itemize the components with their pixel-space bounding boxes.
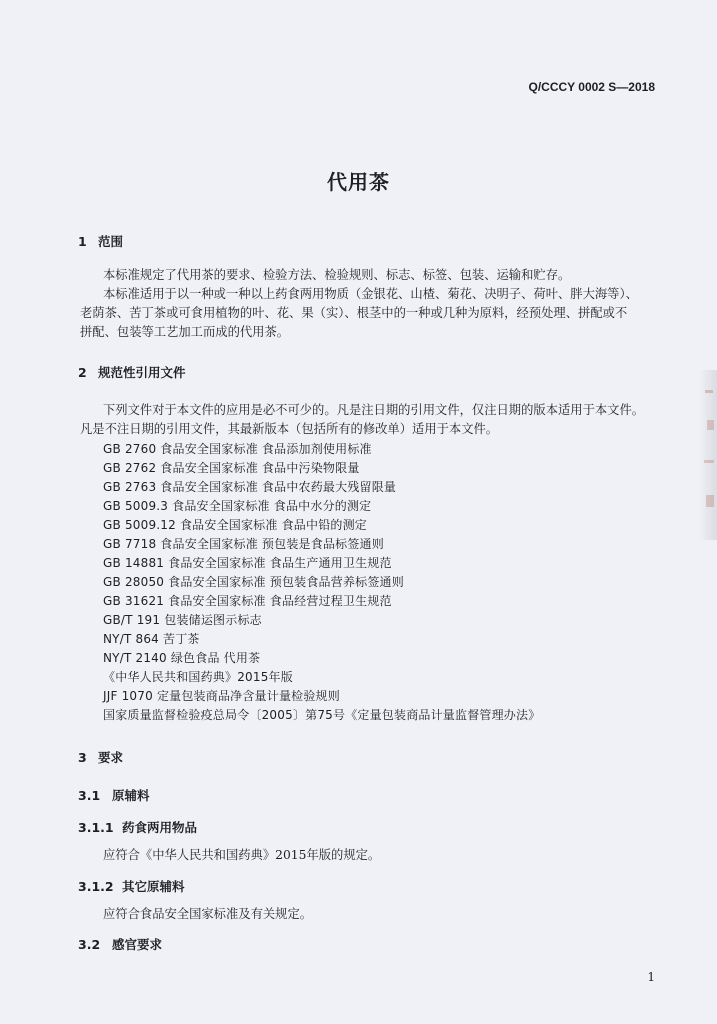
reference-item: JJF 1070 定量包装商品净含量计量检验规则 [103,689,340,703]
section-label: 要求 [98,750,124,765]
scope-paragraph-2-line-2: 老荫茶、苦丁茶或可食用植物的叶、花、果（实）、根茎中的一种或几种为原料，经预处理、拼配或不 [80,306,628,320]
section-number: 3.1.1 [78,820,114,835]
refs-intro-line-1: 下列文件对于本文件的应用是必不可少的。凡是注日期的引用文件，仅注日期的版本适用于本文件。 [103,403,645,417]
section-number: 3 [78,750,87,765]
reference-item: GB 14881 食品安全国家标准 食品生产通用卫生规范 [103,556,392,570]
section-label: 其它原辅料 [122,879,185,894]
section-3-1-heading [78,786,150,804]
seal-bleed-mark [701,380,717,530]
section-3-1-2-heading [78,877,185,895]
reference-item: GB 28050 食品安全国家标准 预包装食品营养标签通则 [103,575,404,589]
reference-item: GB 5009.3 食品安全国家标准 食品中水分的测定 [103,499,372,513]
section-number: 2 [78,365,87,380]
section-1-heading [78,232,123,250]
section-label: 感官要求 [112,937,163,952]
reference-item: GB 7718 食品安全国家标准 预包装是食品标签通则 [103,537,384,551]
reference-item: 《中华人民共和国药典》2015年版 [103,670,293,684]
reference-item: 国家质量监督检验疫总局令〔2005〕第75号《定量包装商品计量监督管理办法》 [103,708,541,722]
section-number: 3.1 [78,788,101,803]
scope-paragraph-2-line-3: 拼配、包装等工艺加工而成的代用茶。 [80,325,290,339]
section-number: 3.1.2 [78,879,114,894]
section-label: 规范性引用文件 [98,365,186,380]
reference-item: GB 2763 食品安全国家标准 食品中农药最大残留限量 [103,480,397,494]
page-title: 代用茶 [327,170,390,194]
reference-item: NY/T 864 苦丁茶 [103,632,200,646]
reference-item: GB 2762 食品安全国家标准 食品中污染物限量 [103,461,360,475]
page-number: 1 [647,970,655,984]
standard-code: Q/CCCY 0002 S—2018 [528,80,655,94]
scope-paragraph-1: 本标准规定了代用茶的要求、检验方法、检验规则、标志、标签、包装、运输和贮存。 [103,268,571,282]
requirement-text: 应符合食品安全国家标准及有关规定。 [103,907,313,921]
section-label: 范围 [98,234,124,249]
section-2-heading [78,363,186,381]
section-3-2-heading [78,935,162,953]
reference-item: NY/T 2140 绿色食品 代用茶 [103,651,261,665]
section-3-1-1-heading [78,818,197,836]
reference-item: GB/T 191 包装储运图示标志 [103,613,262,627]
requirement-text: 应符合《中华人民共和国药典》2015年版的规定。 [103,848,381,862]
reference-item: GB 5009.12 食品安全国家标准 食品中铅的测定 [103,518,367,532]
section-3-heading [78,748,123,766]
section-label: 药食两用物品 [122,820,198,835]
reference-item: GB 2760 食品安全国家标准 食品添加剂使用标准 [103,442,372,456]
refs-intro-line-2: 凡是不注日期的引用文件，其最新版本（包括所有的修改单）适用于本文件。 [80,422,499,436]
scope-paragraph-2-line-1: 本标准适用于以一种或一种以上药食两用物质（金银花、山楂、菊花、决明子、荷叶、胖大海等）、 [103,287,638,301]
section-label: 原辅料 [112,788,150,803]
section-number: 1 [78,234,87,249]
reference-item: GB 31621 食品安全国家标准 食品经营过程卫生规范 [103,594,392,608]
section-number: 3.2 [78,937,101,952]
